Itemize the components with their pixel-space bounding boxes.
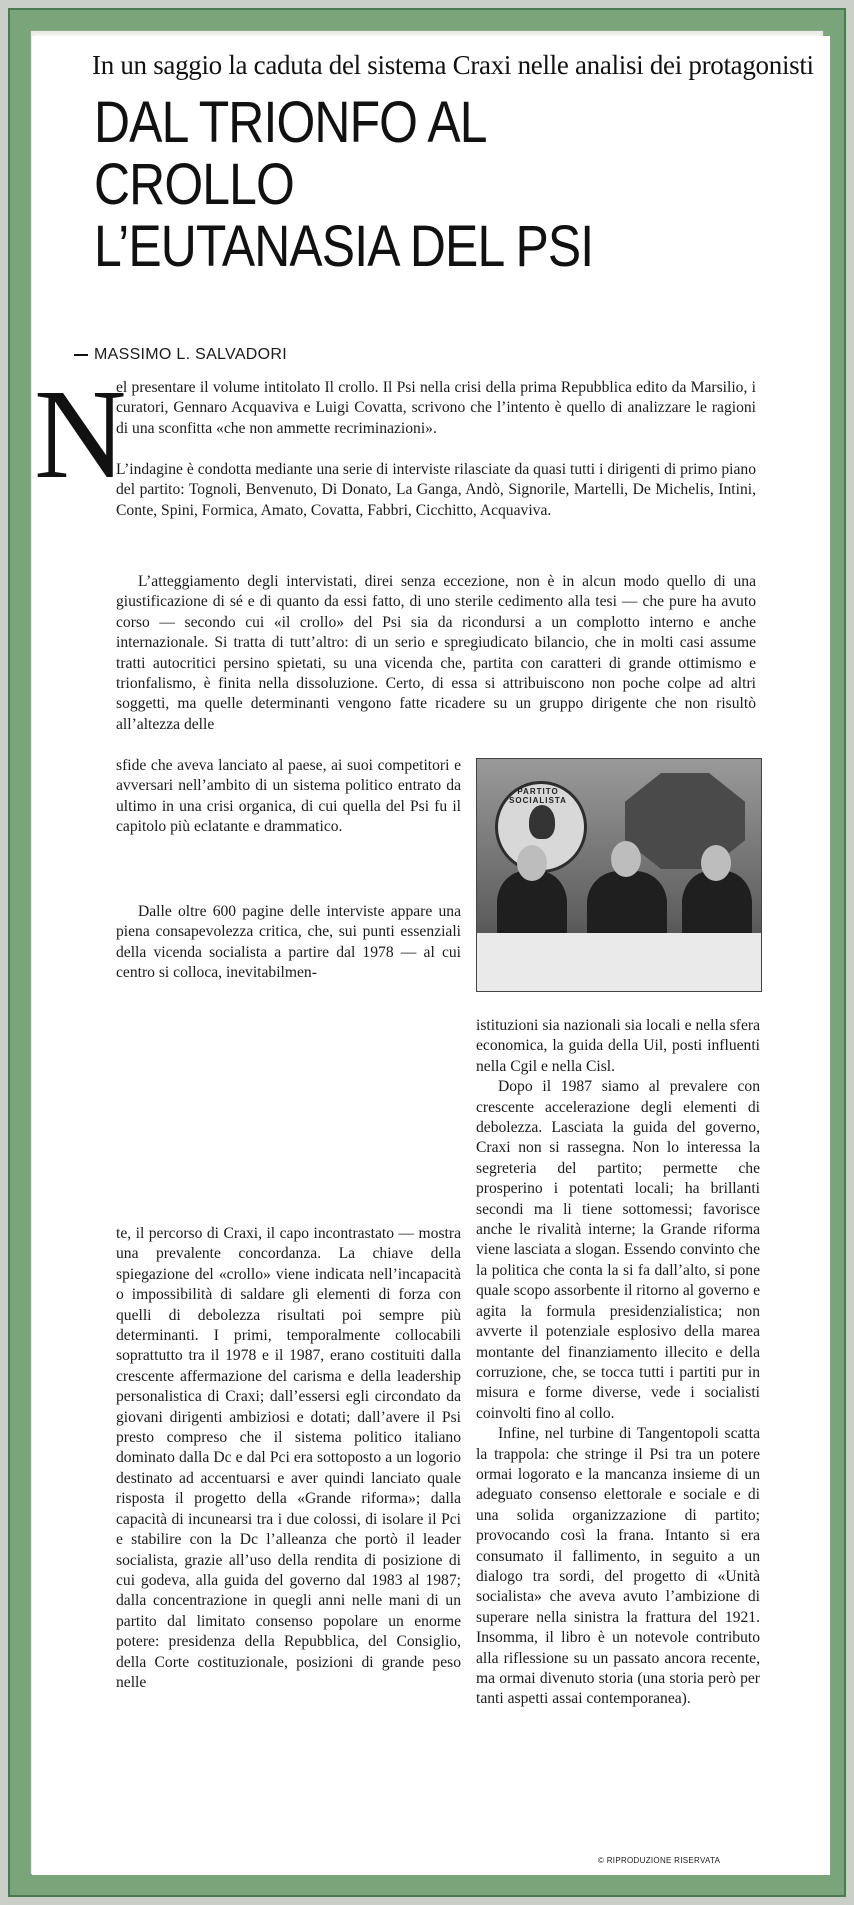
newspaper-clipping [32,36,830,1875]
poster-tree-icon [529,805,555,839]
paragraph-2b: sfide che aveva lanciato al paese, ai suoi competitori e avversari nell’ambito di un sistema politico entrato da ultimo in una crisi organica, di cui quella del Psi fu il capitolo più eclatante e drammatico. [116,757,461,836]
headline-line-2: L’EUTANASIA DEL PSI [94,214,594,279]
copyright-note: © RIPRODUZIONE RISERVATA [598,1856,721,1865]
kicker: In un saggio la caduta del sistema Craxi nelle analisi dei protagonisti [92,50,814,80]
byline-bar [74,354,88,356]
byline: MASSIMO L. SALVADORI [94,346,288,363]
poster-text: PARTITO SOCIALISTA [509,787,567,805]
paragraph-4: te, il percorso di Craxi, il capo incontrastato — mostra una prevalente concordanza. La chiave della spiegazione del «crollo» viene indicata nell’incapacità o impossibilità di saldare gli elementi di forza con quelli di debolezza risultati poi sempre più determinanti. I primi, temporalmente collocabili soprattutto tra il 1978 e il 1987, erano costituiti dalla crescente affermazione del carisma e della leadership personalistica di Craxi; dall’essersi egli circondato da giovani dirigenti ambiziosi e dotati; dall’avere il Psi presto compreso che il sistema politico italiano dominato dalla Dc e dal Pci era sottoposto a un logorio destinato ad accentuarsi e aver quindi lanciato quale risposta il progetto della «Grande riforma»; dalla capacità di incunearsi tra i due colossi, di isolare il Pci e stabilire con la Dc l’alleanza che portò il leader socialista, grazie all’uso della rendita di posizione di cui godeva, alla guida del governo dal 1983 al 1987; dalla concentrazione in quegli anni nelle mani di un partito dal limitato consenso popolare un enorme potere: presidenza della Repubblica, del Consiglio, della Corte costituzionale, posizioni di grande peso nelle [116,1225,461,1691]
column-left [116,1224,461,1693]
paragraph-1b: L’indagine è condotta mediante una serie di interviste rilasciate da quasi tutti i dirigenti di primo piano del partito: Tognoli, Benvenuto, Di Donato, La Ganga, Andò, Signorile, Martelli, De Michelis, Intini, Conte, Spini, Formica, Amato, Covatta, Fabbri, Cicchitto, Acquaviva. [116,461,756,519]
column-right [476,1016,760,1710]
head-left [517,845,547,881]
headline [94,92,696,278]
paragraph-1a: el presentare il volume intitolato Il crollo. Il Psi nella crisi della prima Repubblica edito da Marsilio, i curatori, Gennaro Acquaviva e Luigi Covatta, scrivono che l’intento è quello di analizzare le ragioni di una sconfitta «che non ammette recriminazioni». [116,379,756,437]
head-center [611,841,641,877]
press-table [477,933,761,991]
article-photo [476,758,762,992]
paragraph-7: Infine, nel turbine di Tangentopoli scatta la trappola: che stringe il Psi tra un potere ormai logorato e la mancanza insieme di un adeguato consenso elettorale e sociale e di una solida organizzazione di partito; provocando così la frana. Intanto si era consumato il fallimento, in seguito a un dialogo tra sordi, del progetto di «Unità socialista» che aveva avuto l’ambizione di superare nella sinistra la frattura del 1921. Insomma, il libro è un notevole contributo alla riflessione su un passato ancora recente, ma ormai divenuto storia (una storia però per tanti aspetti assai contemporanea). [476,1425,760,1708]
paragraph-2a: L’atteggiamento degli intervistati, direi senza eccezione, non è in alcun modo quello di una giustificazione di sé e di quanto da essi fatto, di uno sterile cedimento alla tesi — che pure ha avuto corso — secondo cui «il crollo» del Psi sia da ricondursi a un complotto interno e anche internazionale. Si tratta di tutt’altro: di un serio e spregiudicato bilancio, che in molti casi assume tratti autocritici persino spietati, su una vicenda che, partita con caratteri di grande ottimismo e trionfalismo, è finita nella dissoluzione. Certo, di essa si attribuiscono non poche colpe ad altri soggetti, ma quelle determinanti vengono fatte ricadere su un gruppo dirigente che non risultò all’altezza delle [116,573,756,733]
drop-cap: N [34,363,127,505]
headline-line-1: DAL TRIONFO AL CROLLO [94,90,485,217]
head-right [701,845,731,881]
paragraph-6: Dopo il 1987 siamo al prevalere con crescente accelerazione degli elementi di debolezza. Lasciata la guida del governo, Craxi non si rassegna. Non lo interessa la segreteria del partito; permette che prosperino i potentati locali; ha brillanti secondi ma li tiene sottomessi; favorisce anche le rivalità interne; la Grande riforma viene lasciata a slogan. Essendo convinto che la politica che conta la si fa dall’alto, si pone quale scopo assorbente il ritorno al governo e agita la formula presidenzialistica; non avverte il potenziale esplosivo della marea montante del finanziamento illecito e della corruzione, che, se tocca tutti i partiti pur in misura e forme diverse, vede i socialisti coinvolti fino al collo. [476,1078,760,1422]
paragraph-3: Dalle oltre 600 pagine delle interviste appare una piena consapevolezza critica, che, sui punti essenziali della vicenda socialista a partire dal 1978 — al cui centro si colloca, inevitabilmen- [116,903,461,982]
paragraph-5: istituzioni sia nazionali sia locali e nella sfera economica, la guida della Uil, posti influenti nella Cgil e nella Cisl. [476,1017,760,1075]
